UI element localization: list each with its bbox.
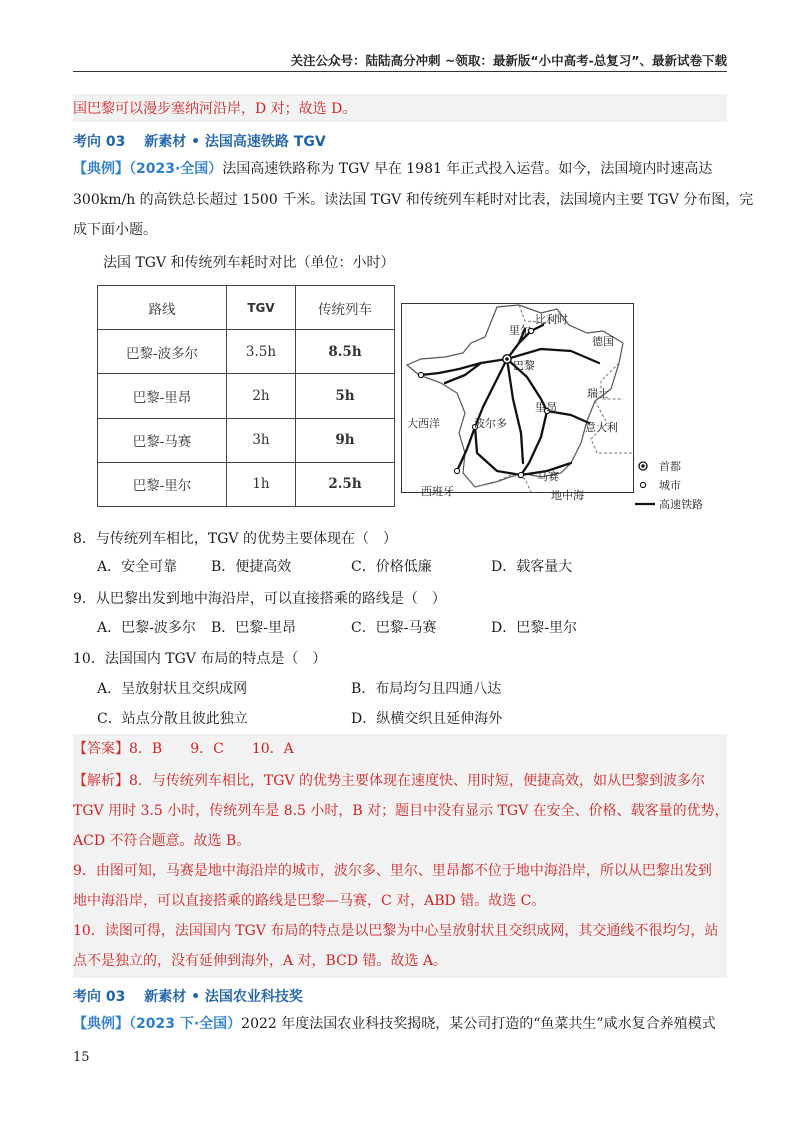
- tgv-map: [401, 303, 713, 513]
- question-9-option-c: C．巴黎-马赛: [351, 620, 437, 636]
- table-cell: 巴黎-里昂: [98, 374, 227, 418]
- table-row: [98, 374, 395, 418]
- map-label-lyon: 里昂: [535, 401, 557, 414]
- table-cell: 巴黎-马赛: [98, 418, 227, 462]
- table-header-cell: TGV: [227, 286, 296, 330]
- table-header-cell: 路线: [98, 286, 227, 330]
- question-10-option-b: B．布局均匀且四通八达: [351, 681, 502, 697]
- question-9-stem: 9．从巴黎出发到地中海沿岸，可以直接搭乘的路线是（ ）: [73, 591, 446, 607]
- question-10-option-c: C．站点分散且彼此独立: [97, 711, 248, 727]
- question-10-stem: 10．法国国内 TGV 布局的特点是（ ）: [73, 651, 327, 667]
- question-9-option-d: D．巴黎-里尔: [491, 620, 577, 636]
- question-8-stem: 8．与传统列车相比，TGV 的优势主要体现在（ ）: [73, 531, 397, 547]
- example-intro-line-1: [73, 158, 712, 178]
- map-label-switzerland: 瑞士: [587, 387, 609, 400]
- table-cell: 巴黎-里尔: [98, 462, 227, 506]
- table-cell: 5h: [296, 374, 395, 418]
- question-8-option-a: A．安全可靠: [97, 559, 178, 575]
- analysis-line-7: 点不是独立的，没有延伸到海外，A 对，BCD 错。故选 A。: [73, 953, 448, 969]
- city-marker-west: [418, 372, 423, 377]
- question-10-option-d: D．纵横交织且延伸海外: [351, 711, 503, 727]
- table-cell: 2h: [227, 374, 296, 418]
- answer-line: [73, 738, 294, 758]
- prev-answer-tail: 国巴黎可以漫步塞纳河沿岸，D 对；故选 D。: [73, 101, 357, 117]
- map-label-marseille: 马赛: [537, 470, 559, 483]
- table-caption: 法国 TGV 和传统列车耗时对比（单位：小时）: [103, 255, 395, 271]
- page-number: 15: [73, 1050, 90, 1065]
- section-2-intro-text: 2022 年度法国农业科技奖揭晓，某公司打造的“鱼菜共生”咸水复合养殖模式: [241, 1016, 716, 1032]
- analysis-text-1: 8．与传统列车相比，TGV 的优势主要体现在速度快、用时短，便捷高效，如从巴黎到波多尔: [129, 773, 705, 789]
- map-label-bordeaux: 波尔多: [474, 417, 507, 430]
- example-source: （2023·全国）: [129, 161, 223, 177]
- table-row: [98, 330, 395, 374]
- map-label-lille: 里尔: [509, 324, 531, 337]
- legend-railway-label: 高速铁路: [659, 498, 703, 511]
- question-9-option-a: A．巴黎-波多尔: [97, 620, 196, 636]
- question-8-option-d: D．载客量大: [491, 559, 573, 575]
- tgv-comparison-table: [97, 285, 395, 507]
- capital-marker-dot: [505, 357, 509, 361]
- table-cell: 9h: [296, 418, 395, 462]
- table-cell: 1h: [227, 462, 296, 506]
- legend-city-icon: [640, 482, 645, 487]
- map-legend: [635, 459, 703, 511]
- question-8-option-b: B．便捷高效: [211, 559, 292, 575]
- section-2-title: 考向 03 新素材 • 法国农业科技奖: [73, 989, 303, 1005]
- map-label-mediterranean: 地中海: [551, 489, 584, 502]
- table-row: [98, 418, 395, 462]
- map-label-atlantic: 大西洋: [407, 417, 440, 430]
- analysis-line-5: 地中海沿岸，可以直接搭乘的路线是巴黎—马赛，C 对，ABD 错。故选 C。: [73, 893, 546, 909]
- question-9-option-b: B．巴黎-里昂: [211, 620, 297, 636]
- city-marker-southwest: [454, 468, 459, 473]
- analysis-line-6: 10．读图可得，法国国内 TGV 布局的特点是以巴黎为中心呈放射状且交织成网，其交通线不很均匀，站: [73, 923, 719, 939]
- analysis-line-1: [73, 770, 705, 790]
- question-8-option-c: C．价格低廉: [351, 559, 432, 575]
- table-header-cell: 传统列车: [296, 286, 395, 330]
- map-label-belgium: 比利时: [535, 313, 568, 326]
- table-cell: 3.5h: [227, 330, 296, 374]
- answer-text: 8．B 9．C 10．A: [129, 741, 294, 757]
- city-marker-marseille: [518, 472, 523, 477]
- example-intro-text-1: 法国高速铁路称为 TGV 早在 1981 年正式投入运营。如今，法国境内时速高达: [222, 161, 713, 177]
- table-cell: 2.5h: [296, 462, 395, 506]
- map-label-paris: 巴黎: [513, 359, 535, 372]
- legend-capital-label: 首都: [659, 460, 681, 473]
- answer-label: 【答案】: [73, 741, 129, 757]
- example-label: 【典例】: [73, 161, 129, 177]
- table-header-row: [98, 286, 395, 330]
- header-rule: [73, 71, 727, 72]
- map-label-italy: 意大利: [585, 421, 618, 434]
- map-label-spain: 西班牙: [421, 485, 454, 498]
- legend-capital-icon-dot: [641, 464, 644, 467]
- example-intro-line-3: 成下面小题。: [73, 222, 157, 238]
- table-cell: 3h: [227, 418, 296, 462]
- analysis-label: 【解析】: [73, 773, 129, 789]
- table-cell: 8.5h: [296, 330, 395, 374]
- table-cell: 巴黎-波多尔: [98, 330, 227, 374]
- question-10-option-a: A．呈放射状且交织成网: [97, 681, 248, 697]
- analysis-line-3: ACD 不符合题意。故选 B。: [73, 833, 251, 849]
- legend-city-label: 城市: [659, 479, 681, 492]
- section-title: 考向 03 新素材 • 法国高速铁路 TGV: [73, 134, 326, 150]
- section-2-example-source: （2023 下·全国）: [129, 1016, 242, 1032]
- table-row: [98, 462, 395, 506]
- analysis-line-2: TGV 用时 3.5 小时，传统列车是 8.5 小时，B 对；题目中没有显示 TGV 在安全、价格、载客量的优势，: [73, 803, 729, 819]
- section-2-example-label: 【典例】: [73, 1016, 129, 1032]
- analysis-line-4: 9．由图可知，马赛是地中海沿岸的城市，波尔多、里尔、里昂都不位于地中海沿岸，所以从巴黎出发到: [73, 863, 712, 879]
- map-label-germany: 德国: [592, 335, 614, 348]
- example-intro-line-2: 300km/h 的高铁总长超过 1500 千米。读法国 TGV 和传统列车耗时对比表，法国境内主要 TGV 分布图，完: [73, 192, 754, 208]
- section-2-intro-line: [73, 1013, 716, 1033]
- page-header: 关注公众号：陆陆高分冲刺 ~领取：最新版“小中高考-总复习”、最新试卷下载: [290, 53, 727, 68]
